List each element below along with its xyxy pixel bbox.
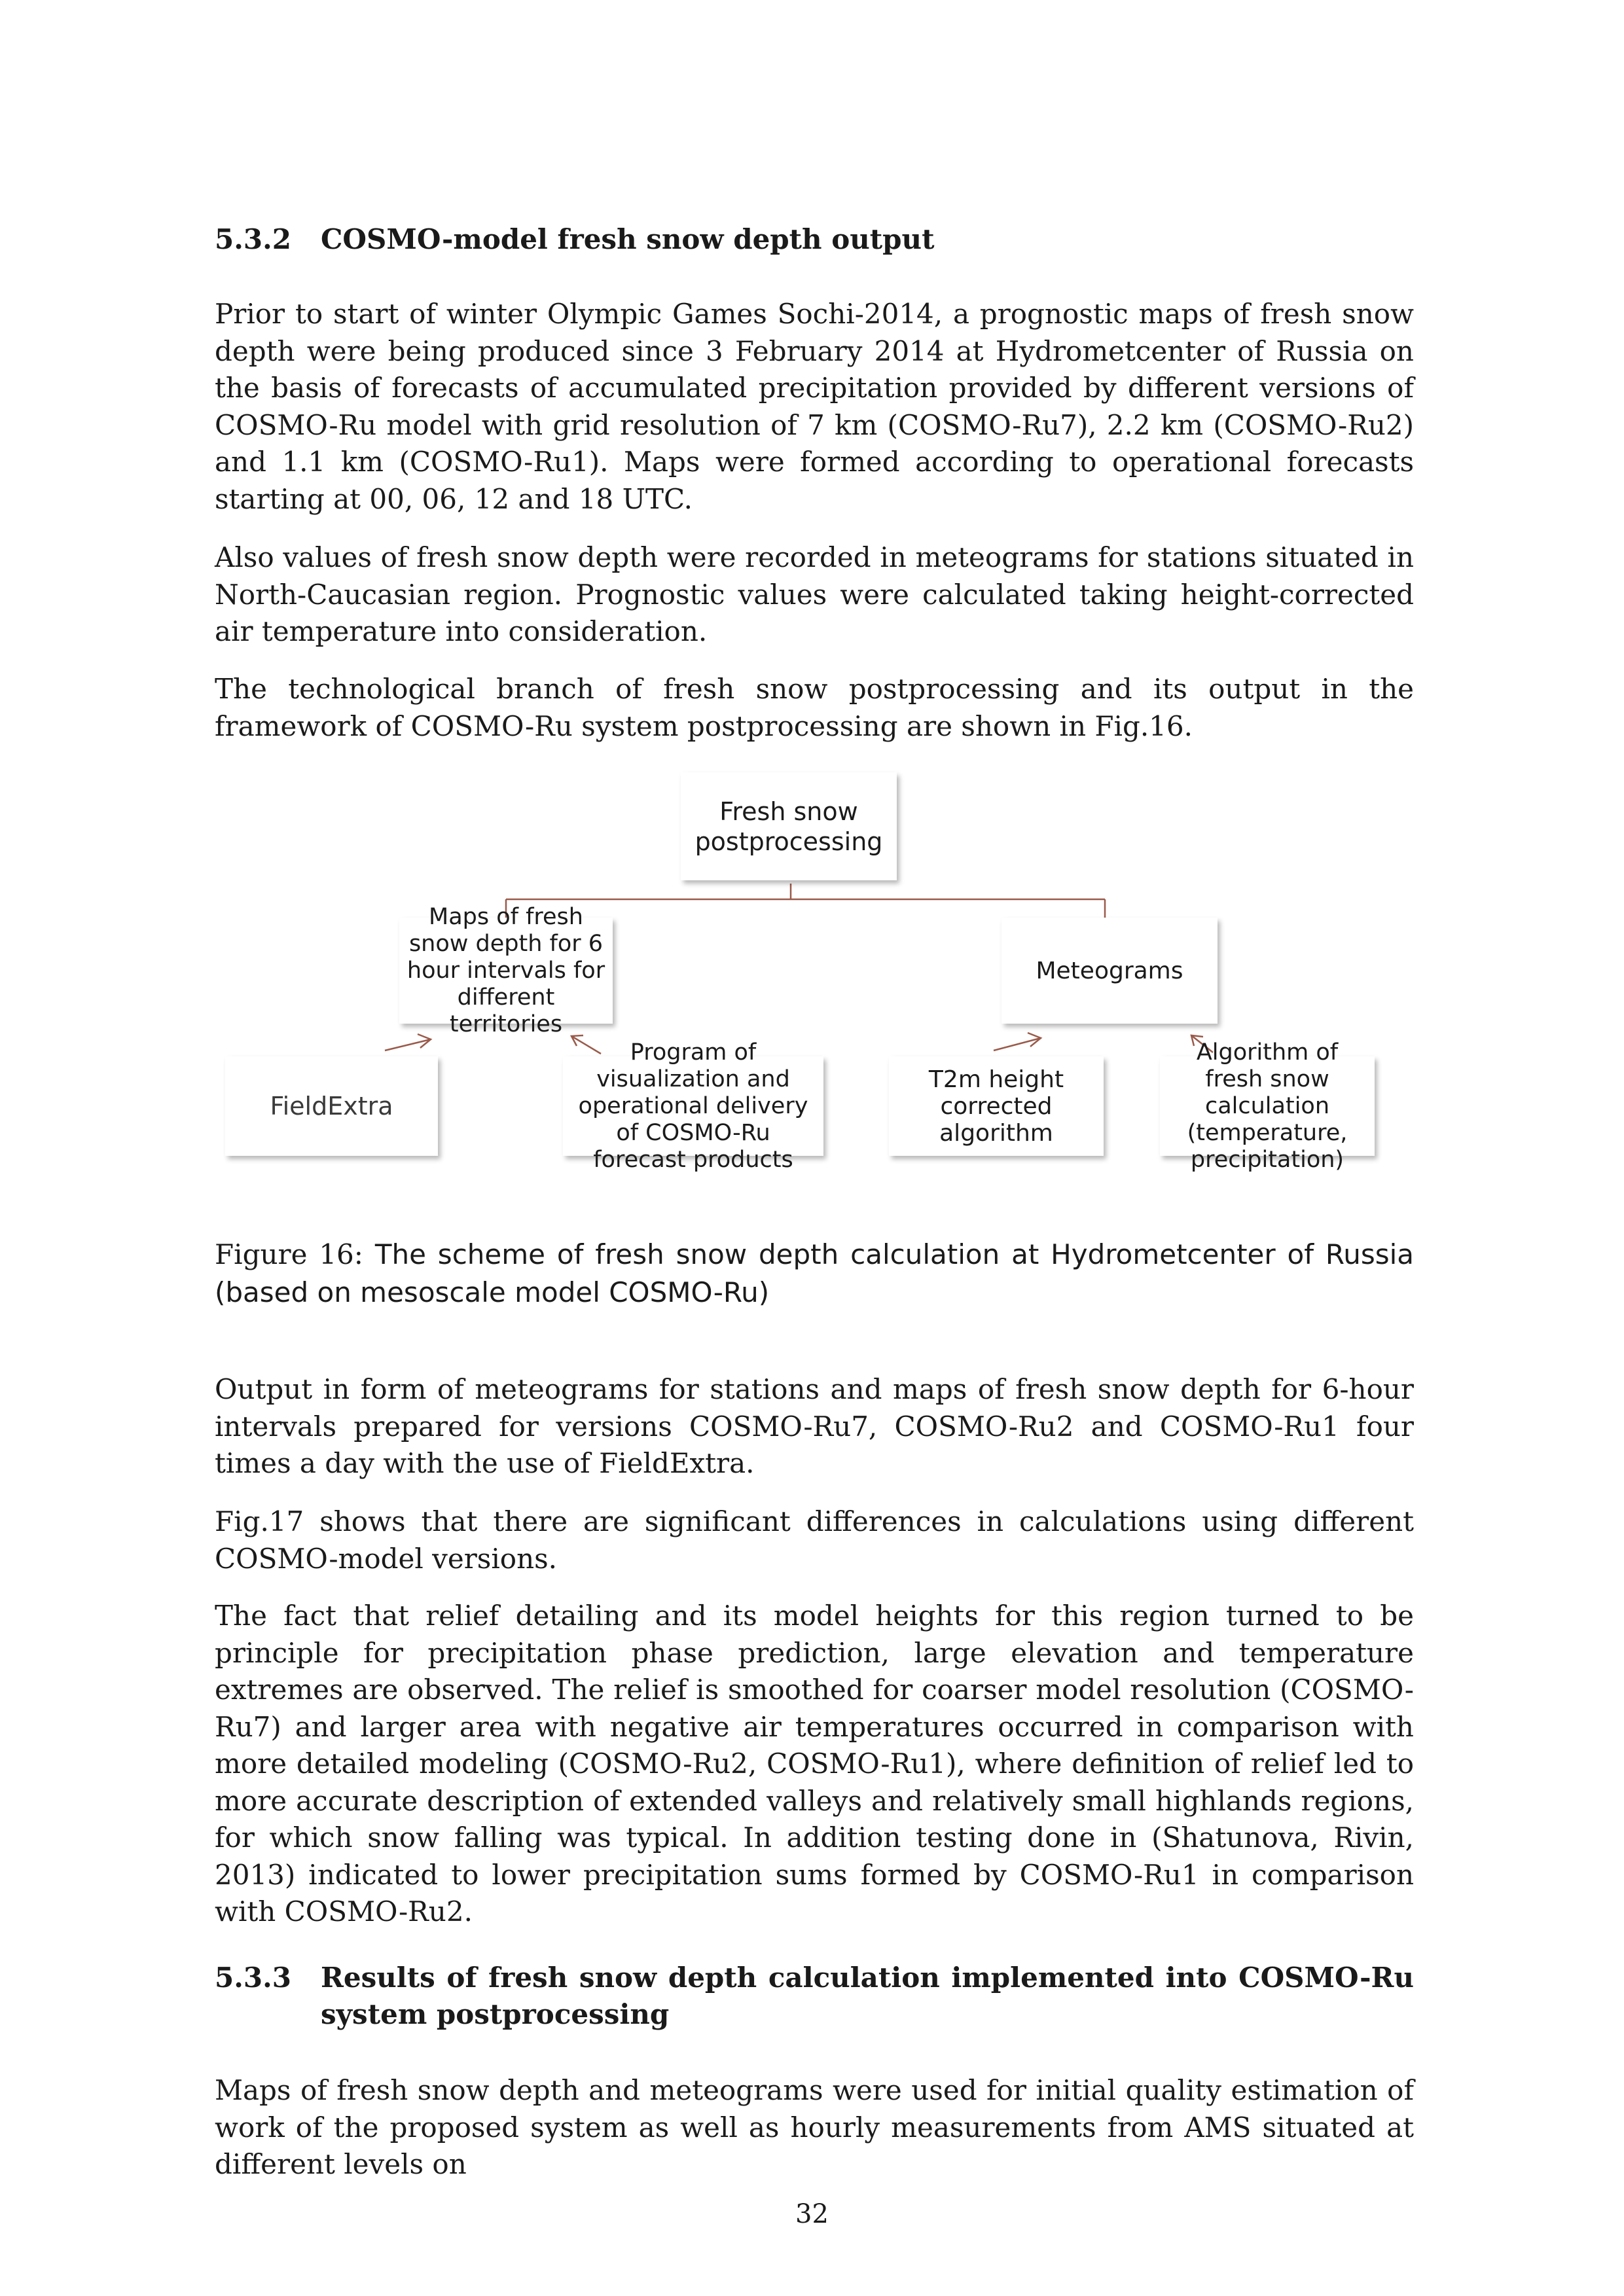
figure-16-diagram [215,772,1414,1191]
paragraph-output: Output in form of meteograms for stations and maps of fresh snow depth for 6-hour intervals prepared for versions COSMO-Ru7, COSMO-Ru2 and COSMO-Ru1 four times a day with the use of FieldExtra. [215,1373,1414,1479]
figure-caption-text: The scheme of fresh snow depth calculation at Hydrometcenter of Russia (based on mesoscale model COSMO-Ru) [215,1238,1414,1308]
paragraph-technological-branch: The technological branch of fresh snow postprocessing and its output in the framework of COSMO-Ru system postprocessing are shown in Fig.16. [215,673,1414,742]
section-title: Results of fresh snow depth calculation implemented into COSMO-Ru system postprocessing [321,1962,1414,2030]
paragraph-meteograms: Also values of fresh snow depth were recorded in meteograms for stations situated in North-Caucasian region. Prognostic values were calculated taking height-corrected air temperature into consideration. [215,541,1414,647]
box-fieldextra: FieldExtra [225,1056,438,1156]
box-fresh-snow-postprocessing: Fresh snow postprocessing [681,772,897,880]
section-title: COSMO-model fresh snow depth output [321,223,935,255]
box-meteograms: Meteograms [1001,918,1218,1024]
box-algorithm-fresh-snow: Algorithm of fresh snow calculation (temperature, precipitation) [1160,1056,1375,1156]
paragraph-intro: Prior to start of winter Olympic Games Sochi-2014, a prognostic maps of fresh snow depth were being produced since 3 February 2014 at Hydrometcenter of Russia on the basis of forecasts of accumulated precipitation provided by different versions of COSMO-Ru model with grid resolution of 7 km (COSMO-Ru7), 2.2 km (COSMO-Ru2) and 1.1 km (COSMO-Ru1). Maps were formed according to operational forecasts starting at 00, 06, 12 and 18 UTC. [215,298,1414,515]
box-maps-fresh-snow-depth: Maps of fresh snow depth for 6 hour intervals for different territories [399,918,613,1024]
page-number: 32 [795,2199,829,2229]
paragraph-fig17: Fig.17 shows that there are significant differences in calculations using different COSMO-model versions. [215,1505,1414,1575]
section-number: 5.3.2 [215,223,291,255]
figure-16-caption [215,1236,1414,1312]
box-program-of-visualization: Program of visualization and operational delivery of COSMO-Ru forecast products [563,1056,823,1156]
figure-label: Figure 16: [215,1238,363,1270]
section-number: 5.3.3 [215,1962,291,1994]
paragraph-maps-meteograms: Maps of fresh snow depth and meteograms were used for initial quality estimation of work of the proposed system as well as hourly measurements from AMS situated at different levels on [215,2074,1414,2180]
box-t2m-height-corrected: T2m height corrected algorithm [889,1056,1104,1156]
paragraph-relief: The fact that relief detailing and its model heights for this region turned to be principle for precipitation phase prediction, large elevation and temperature extremes are observed. The relief is smoothed for coarser model resolution (COSMO-Ru7) and larger area with negative air temperatures occurred in comparison with more detailed modeling (COSMO-Ru2, COSMO-Ru1), where definition of relief led to more accurate description of extended valleys and relatively small highlands regions, for which snow falling was typical. In addition testing done in (Shatunova, Rivin, 2013) indicated to lower precipitation sums formed by COSMO-Ru1 in comparison with COSMO-Ru2. [215,1600,1414,1928]
